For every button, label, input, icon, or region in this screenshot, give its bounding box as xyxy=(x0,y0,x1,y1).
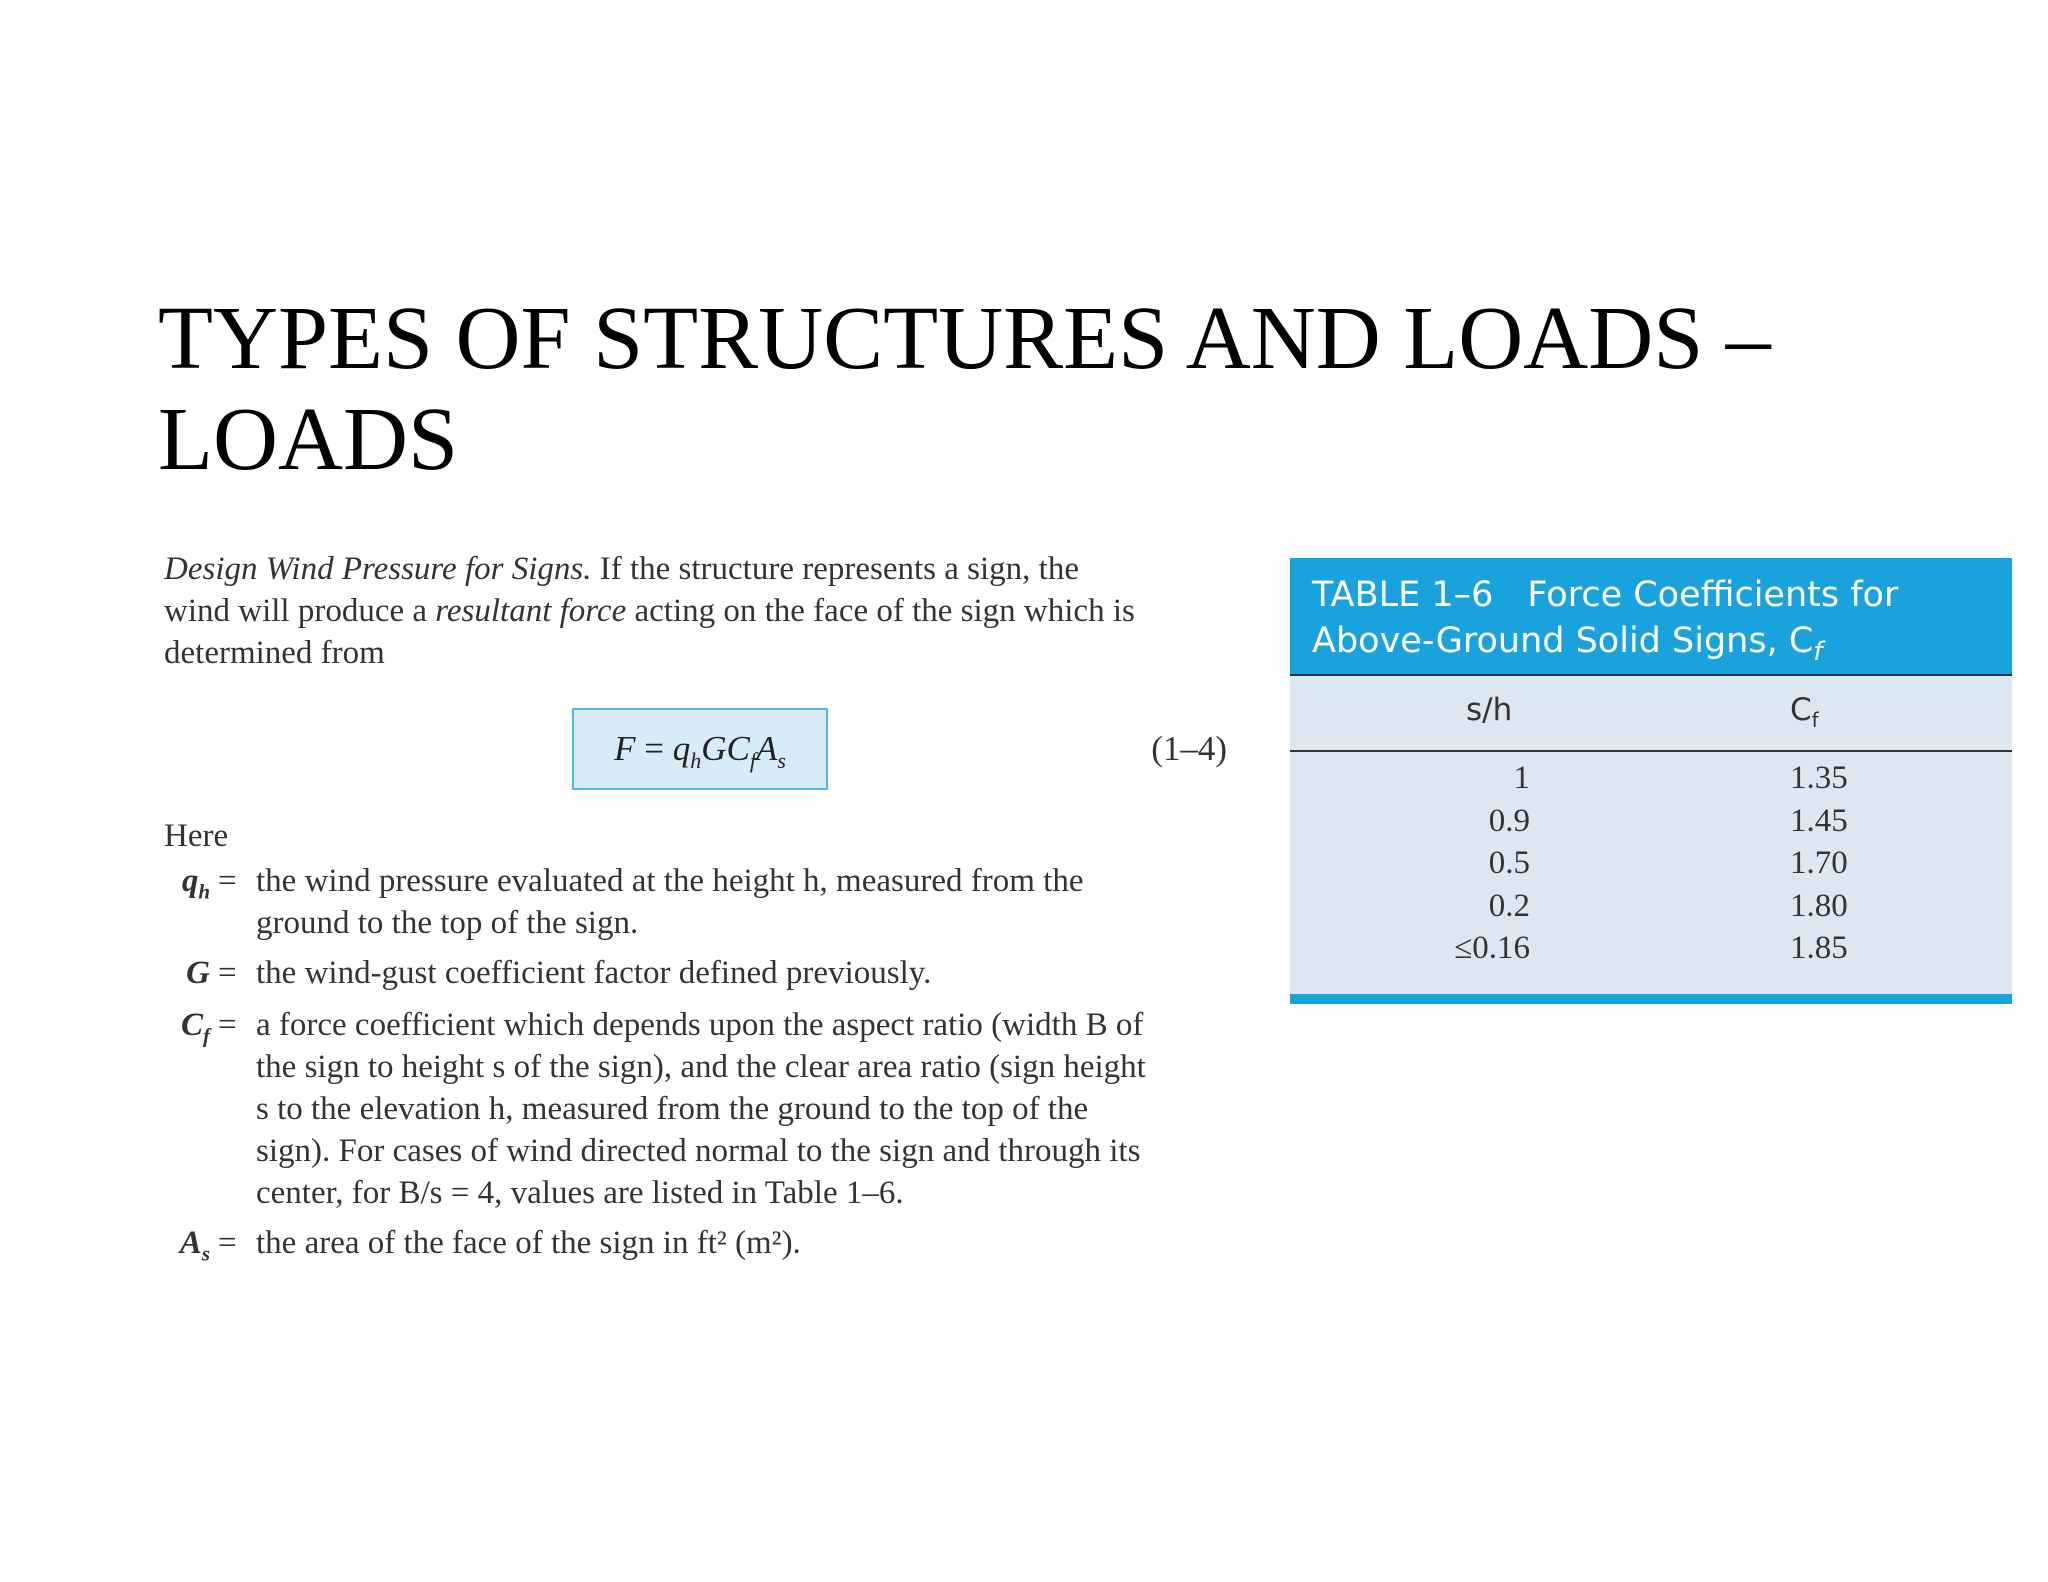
definition-g: G = the wind-gust coefficient factor defined previously. xyxy=(164,952,1244,994)
table-bottom-bar xyxy=(1290,994,2012,1004)
equation-row xyxy=(164,708,1239,792)
here-label: Here xyxy=(164,818,229,854)
equation-number: (1–4) xyxy=(1151,729,1227,768)
cell-cf: 1.80 xyxy=(1790,888,1848,924)
def-line: the sign to height s of the sign), and the clear area ratio (sign height xyxy=(256,1049,1146,1085)
table-title-b: Above-Ground Solid Signs, C xyxy=(1312,621,1814,661)
eq-c-sub: f xyxy=(749,748,756,773)
def-line: sign). For cases of wind directed normal to the sign and through its xyxy=(256,1133,1141,1169)
eq-lhs: F xyxy=(614,729,636,768)
column-header-sh: s/h xyxy=(1466,692,1513,728)
intro-text-c: acting on the face of the sign which is xyxy=(626,593,1135,629)
cell-sh: 1 xyxy=(1513,760,1530,796)
eq-q: q xyxy=(672,729,691,768)
intro-emphasis: resultant force xyxy=(435,593,627,629)
cell-sh: 0.2 xyxy=(1488,888,1530,924)
def-line: center, for B/s = 4, values are listed in Table 1–6. xyxy=(256,1175,904,1211)
table-rule-mid xyxy=(1290,750,2012,752)
cell-cf: 1.85 xyxy=(1790,930,1848,966)
table-header xyxy=(1290,558,2012,674)
slide-title xyxy=(158,288,1918,490)
cell-cf: 1.45 xyxy=(1790,803,1848,839)
table-title-a: Force Coefficients for xyxy=(1527,575,1899,615)
def-symbol: $A_s$ xyxy=(179,1225,210,1266)
column-header-cf: $C_f$ xyxy=(1790,692,1819,733)
intro-text-a: If the structure represents a sign, the xyxy=(591,551,1079,587)
eq-q-sub: h xyxy=(690,748,702,773)
intro-text-b: wind will produce a xyxy=(164,593,436,629)
equation-box: $F = q_hGC_fA_s$ xyxy=(572,708,828,790)
def-symbol: G xyxy=(186,955,210,991)
slide-title-line-1: TYPES OF STRUCTURES AND LOADS – xyxy=(158,289,1771,388)
eq-a: A xyxy=(755,729,778,768)
cell-sh: ≤0.16 xyxy=(1454,930,1530,966)
def-line: the area of the face of the sign in ft² (m²). xyxy=(256,1225,801,1261)
definition-qh: $q_h$ = the wind pressure evaluated at the height h, measured from the ground to the top of the sign. xyxy=(164,860,1244,944)
table-number: TABLE 1–6 xyxy=(1312,575,1494,615)
def-line: a force coefficient which depends upon the aspect ratio (width B of xyxy=(256,1007,1144,1043)
def-line: the wind pressure evaluated at the height h, measured from the xyxy=(256,863,1084,899)
intro-paragraph xyxy=(164,548,1244,674)
definition-cf: $C_f$ = a force coefficient which depends upon the aspect ratio (width B of the sign to height s of the sign), and the clear area ratio (sign height s to the elevation h, measured from the ground to the top of the sign). For cases of wind directed normal to the sign and through its center, for B/s = 4, values are listed in Table 1–6. xyxy=(164,1004,1244,1214)
def-symbol: $q_h$ xyxy=(181,863,210,904)
eq-a-sub: s xyxy=(777,748,786,773)
def-line: s to the elevation h, measured from the ground to the top of the xyxy=(256,1091,1089,1127)
cell-cf: 1.35 xyxy=(1790,760,1848,796)
cell-cf: 1.70 xyxy=(1790,845,1848,881)
intro-text-d: determined from xyxy=(164,635,385,671)
def-line: the wind-gust coefficient factor defined previously. xyxy=(256,955,932,991)
definition-as: $A_s$ = the area of the face of the sign in ft² (m²). xyxy=(164,1222,1244,1264)
table-title-sub: f xyxy=(1813,637,1823,667)
def-line: ground to the top of the sign. xyxy=(256,905,639,941)
table-rule-top xyxy=(1290,674,2012,676)
slide-title-line-2: LOADS xyxy=(158,390,459,489)
intro-lead: Design Wind Pressure for Signs. xyxy=(164,551,592,587)
force-coefficient-table xyxy=(1290,558,2012,1004)
cell-sh: 0.9 xyxy=(1488,803,1530,839)
def-symbol: $C_f$ xyxy=(180,1007,210,1048)
eq-gc: GC xyxy=(701,729,750,768)
cell-sh: 0.5 xyxy=(1488,845,1530,881)
